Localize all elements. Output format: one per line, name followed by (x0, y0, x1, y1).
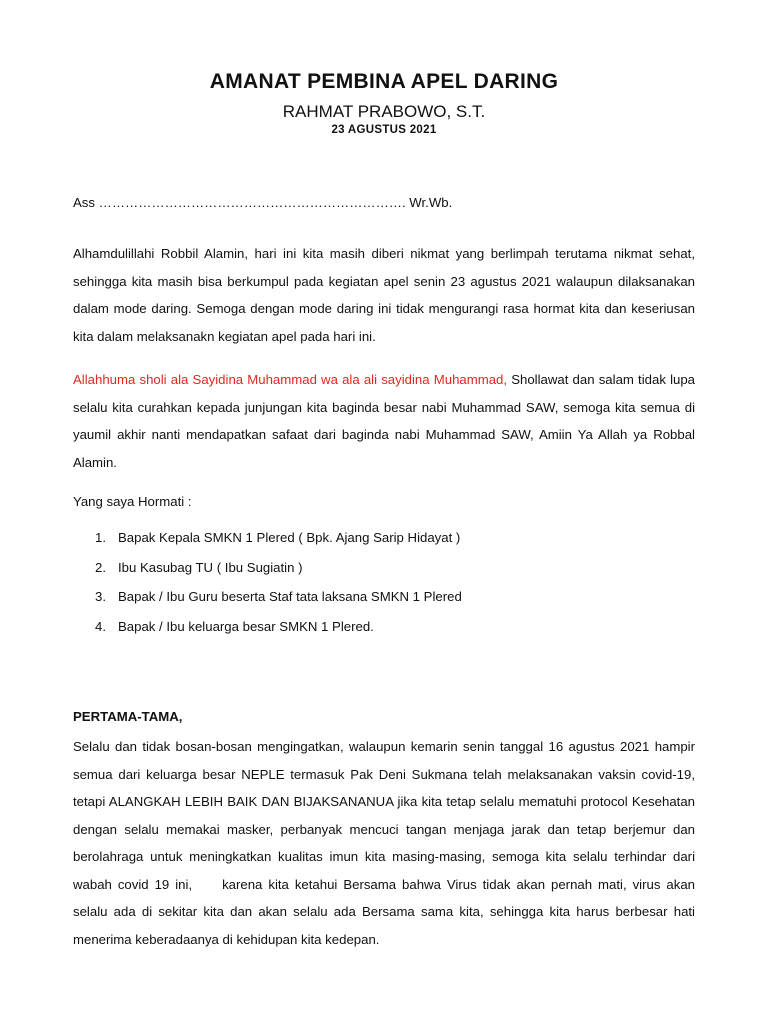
shalawat-highlight: Allahhuma sholi ala Sayidina Muhammad wa ala ali sayidina Muhammad, (73, 372, 508, 387)
list-item-text: Bapak / Ibu Guru beserta Staf tata laksana SMKN 1 Plered (118, 589, 462, 604)
list-item (95, 619, 462, 649)
list-item-number: 4. (95, 618, 106, 634)
speaker-name: RAHMAT PRABOWO, S.T. (282, 102, 486, 121)
list-item (95, 560, 462, 590)
list-item-text: Bapak Kepala SMKN 1 Plered ( Bpk. Ajang Sarip Hidayat ) (118, 530, 461, 545)
list-item (95, 530, 462, 560)
paragraph-health-protocol (73, 733, 695, 953)
list-item-number: 3. (95, 589, 106, 604)
health-protocol-part2: karena kita ketahui Bersama bahwa Virus tidak akan pernah mati, virus akan selalu ada di sekitar kita dan akan selalu ada Bersama sama kita, sehingga kita harus berbesar hati menerima keberadaanya di kehidupan kita kedepan. (73, 876, 695, 947)
list-item (95, 589, 462, 619)
document-title: AMANAT PEMBINA APEL DARING (209, 70, 559, 93)
paragraph-gratitude: Alhamdulillahi Robbil Alamin, hari ini kita masih diberi nikmat yang berlimpah terutama nikmat sehat, sehingga kita masih bisa berkumpul pada kegiatan apel senin 23 agustus 2021 walaupun dilaksanakan dalam mode daring. Semoga dengan mode daring ini tidak mengurangi rasa hormat kita dan keseriusan kita dalam melaksanakn kegiatan apel pada hari ini. (73, 246, 695, 344)
paragraph-shalawat (73, 366, 695, 476)
list-item-text: Bapak / Ibu keluarga besar SMKN 1 Plered. (118, 618, 374, 634)
shalawat-rest: Shollawat dan salam tidak lupa selalu kita curahkan kepada junjungan kita baginda besar nabi Muhammad SAW, semoga kita semua di yaumil akhir nanti mendapatkan safaat dari baginda nabi Muhammad SAW, Amiin Ya Allah ya Robbal Alamin. (73, 372, 696, 470)
document-date: 23 AGUSTUS 2021 (331, 124, 437, 136)
opening-greeting: Ass ……………………………………………………………. Wr.Wb. (73, 195, 453, 210)
list-item-number: 2. (95, 559, 106, 575)
respect-intro: Yang saya Hormati : (73, 494, 192, 509)
list-item-text: Ibu Kasubag TU ( Ibu Sugiatin ) (118, 559, 303, 575)
health-protocol-part1: Selalu dan tidak bosan-bosan mengingatkan, walaupun kemarin senin tanggal 16 agustus 2021 hampir semua dari keluarga besar NEPLE termasuk Pak Deni Sukmana telah melaksanakan vaksin covid-19, tetapi ALANGKAH LEBIH BAIK DAN BIJAKSANANUA jika kita tetap selalu mematuhi protocol Kesehatan dengan selalu memakai masker, perbanyak mencuci tangan menjaga jarak dan tetap berjemur dan berolahraga untuk meningkatkan kualitas imun kita masing-masing, semoga kita selalu terhindar dari wabah covid 19 ini, (73, 739, 695, 892)
section-heading: PERTAMA-TAMA, (73, 709, 183, 724)
list-item-number: 1. (95, 530, 106, 545)
respect-list (95, 530, 462, 648)
